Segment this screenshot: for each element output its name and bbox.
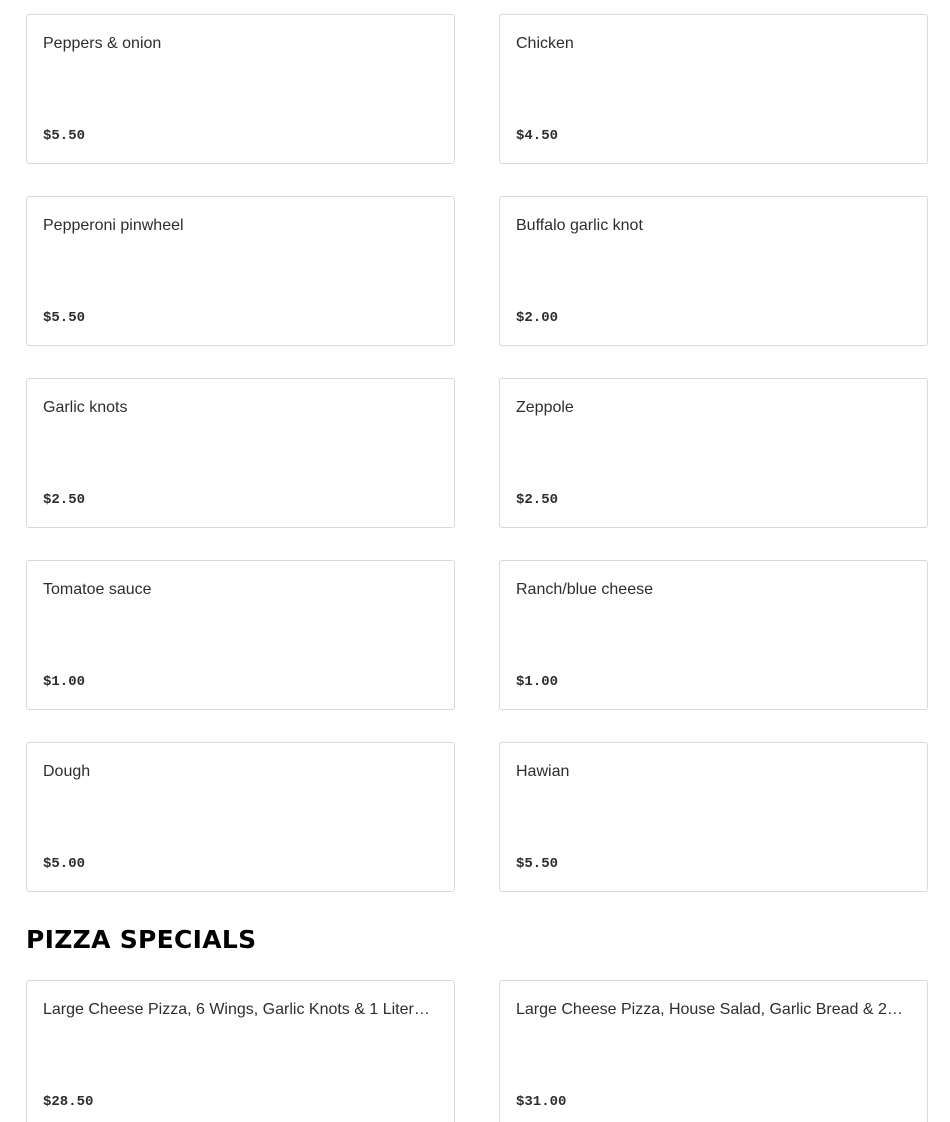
item-price: $5.00 [43,856,86,872]
item-price: $2.50 [43,492,86,508]
item-price: $1.00 [516,674,559,690]
item-price: $2.00 [516,310,559,326]
item-name: Dough [43,763,91,780]
item-price: $5.50 [43,128,86,144]
item-price: $1.00 [43,674,86,690]
item-name: Zeppole [516,399,574,416]
item-name: Pepperoni pinwheel [43,217,184,234]
item-name: Buffalo garlic knot [516,217,643,234]
menu-item-card[interactable] [26,14,455,164]
menu-item-card[interactable] [499,378,928,528]
menu-item-card[interactable] [26,742,455,892]
item-name: Ranch/blue cheese [516,581,653,598]
item-price: $5.50 [43,310,86,326]
item-name: Large Cheese Pizza, 6 Wings, Garlic Knots & 1 Liter… [43,1001,430,1018]
menu-item-card[interactable] [26,560,455,710]
item-name: Large Cheese Pizza, House Salad, Garlic Bread & 2… [516,1001,903,1018]
item-price: $31.00 [516,1094,567,1110]
menu-item-card[interactable] [499,14,928,164]
item-name: Peppers & onion [43,35,162,52]
special-item-card[interactable] [499,980,928,1122]
item-name: Hawian [516,763,570,780]
menu-item-card[interactable] [26,378,455,528]
item-price: $4.50 [516,128,559,144]
menu-item-card[interactable] [26,196,455,346]
menu-item-card[interactable] [499,196,928,346]
item-price: $28.50 [43,1094,94,1110]
section-title-pizza-specials: PIZZA SPECIALS [26,925,257,954]
pizza-specials-grid [26,980,928,1122]
menu-item-card[interactable] [499,742,928,892]
special-item-card[interactable] [26,980,455,1122]
item-name: Garlic knots [43,399,128,416]
item-price: $5.50 [516,856,559,872]
menu-items-grid [26,14,928,892]
item-name: Tomatoe sauce [43,581,152,598]
menu-item-card[interactable] [499,560,928,710]
item-price: $2.50 [516,492,559,508]
item-name: Chicken [516,35,574,52]
